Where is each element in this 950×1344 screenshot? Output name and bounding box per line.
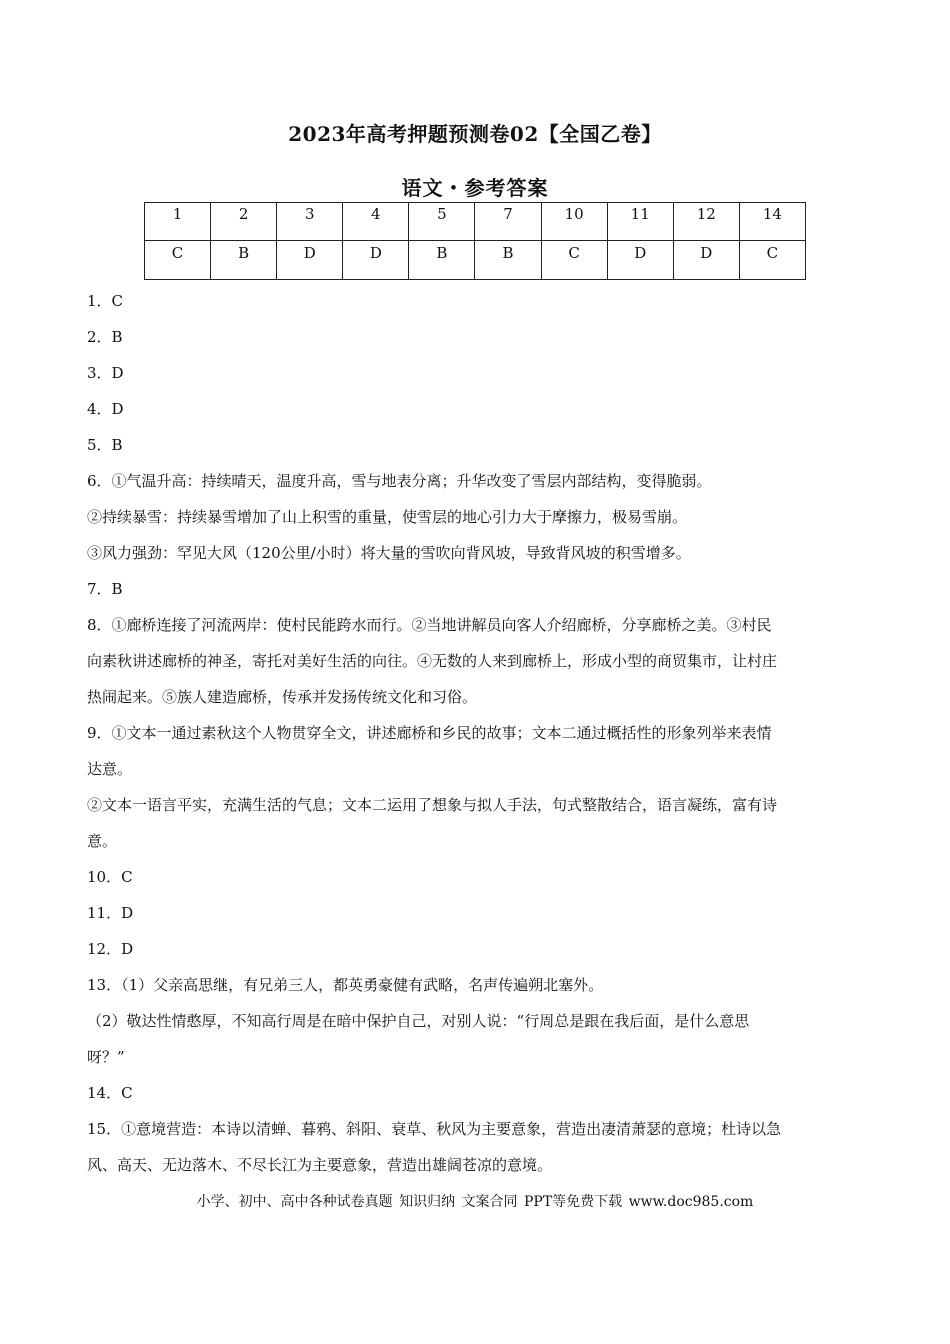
question-number-cell: 14 xyxy=(739,203,805,241)
answer-table-number-row xyxy=(145,203,806,241)
answer-cell: D xyxy=(343,241,409,280)
question-number-cell: 7 xyxy=(475,203,541,241)
text-line: 12．D xyxy=(87,940,134,958)
question-number-cell: 12 xyxy=(673,203,739,241)
question-number-cell: 11 xyxy=(607,203,673,241)
text-line: 13．（1）父亲高思继，有兄弟三人，都英勇豪健有武略，名声传遍朔北塞外。 xyxy=(87,976,604,994)
question-number-cell: 5 xyxy=(409,203,475,241)
text-line: 3．D xyxy=(87,364,124,382)
answer-cell: D xyxy=(607,241,673,280)
page-title: 2023年高考押题预测卷02【全国乙卷】 xyxy=(288,122,662,146)
answer-cell: C xyxy=(739,241,805,280)
text-line: 4．D xyxy=(87,400,124,418)
text-line: 达意。 xyxy=(87,760,133,778)
text-line: 15．①意境营造：本诗以清蝉、暮鸦、斜阳、衰草、秋风为主要意象，营造出凄清萧瑟的意境；杜诗以急 xyxy=(87,1120,782,1138)
text-line: 6．①气温升高：持续晴天，温度升高，雪与地表分离；升华改变了雪层内部结构，变得脆弱。 xyxy=(87,472,712,490)
text-line: ②文本一语言平实，充满生活的气息；文本二运用了想象与拟人手法，句式整散结合，语言凝练，富有诗 xyxy=(87,796,778,814)
text-line: 8．①廊桥连接了河流两岸：使村民能跨水而行。②当地讲解员向客人介绍廊桥，分享廊桥之美。③村民 xyxy=(87,616,772,634)
question-number-cell: 10 xyxy=(541,203,607,241)
text-line: 呀？” xyxy=(87,1048,125,1066)
question-number-cell: 3 xyxy=(277,203,343,241)
text-line: 向素秋讲述廊桥的神圣，寄托对美好生活的向往。④无数的人来到廊桥上，形成小型的商贸集市，让村庄 xyxy=(87,652,778,670)
page-footer: 小学、初中、高中各种试卷真题 知识归纳 文案合同 PPT等免费下载 www.doc985.com xyxy=(196,1194,754,1210)
text-line: 意。 xyxy=(87,832,118,850)
answer-cell: B xyxy=(409,241,475,280)
question-number-cell: 2 xyxy=(211,203,277,241)
text-line: 10．C xyxy=(87,868,133,886)
answer-cell: C xyxy=(145,241,211,280)
text-line: 14．C xyxy=(87,1084,133,1102)
text-line: 热闹起来。⑤族人建造廊桥，传承并发扬传统文化和习俗。 xyxy=(87,688,478,706)
question-number-cell: 4 xyxy=(343,203,409,241)
text-line: ③风力强劲：罕见大风（120公里/小时）将大量的雪吹向背风坡，导致背风坡的积雪增多。 xyxy=(87,544,691,562)
text-line: 2．B xyxy=(87,328,123,346)
text-line: ②持续暴雪：持续暴雪增加了山上积雪的重量，使雪层的地心引力大于摩擦力，极易雪崩。 xyxy=(87,508,688,526)
question-number-cell: 1 xyxy=(145,203,211,241)
page-subtitle: 语文・参考答案 xyxy=(401,176,549,200)
text-line: （2）敬达性情憨厚，不知高行周是在暗中保护自己，对别人说：“行周总是跟在我后面，是什么意思 xyxy=(87,1012,750,1030)
answer-cell: D xyxy=(673,241,739,280)
answer-cell: B xyxy=(475,241,541,280)
answer-cell: D xyxy=(277,241,343,280)
text-line: 9．①文本一通过素秋这个人物贯穿全文，讲述廊桥和乡民的故事；文本二通过概括性的形象列举来表情 xyxy=(87,724,772,742)
answer-text xyxy=(87,283,862,1183)
answer-cell: B xyxy=(211,241,277,280)
answer-table xyxy=(144,202,806,280)
text-line: 11．D xyxy=(87,904,134,922)
text-line: 风、高天、无边落木、不尽长江为主要意象，营造出雄阔苍凉的意境。 xyxy=(87,1156,553,1174)
text-line: 5．B xyxy=(87,436,123,454)
text-line: 7．B xyxy=(87,580,123,598)
answer-table-answer-row xyxy=(145,241,806,280)
text-line: 1．C xyxy=(87,292,124,310)
answer-cell: C xyxy=(541,241,607,280)
